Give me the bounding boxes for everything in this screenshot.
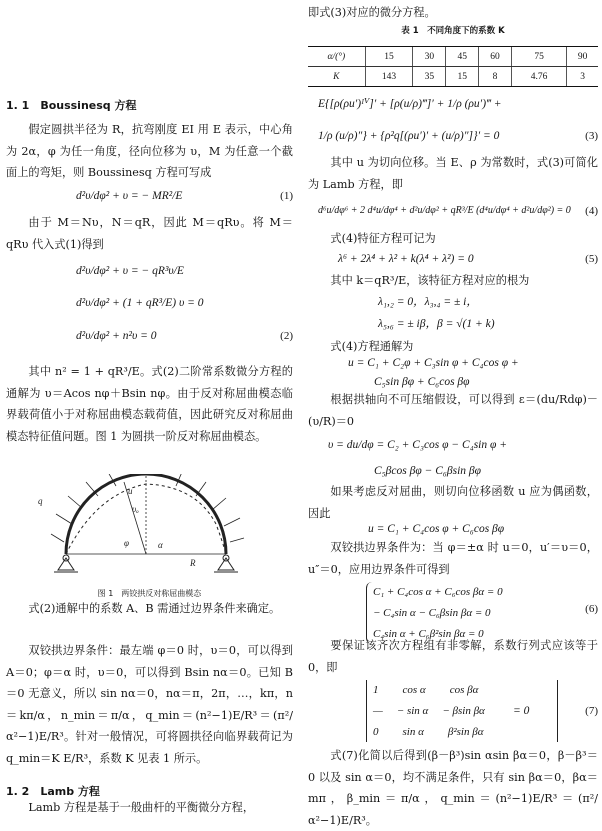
label-u: u (128, 486, 133, 496)
roots-line-1: λ₁,₂ = 0，λ₃,₄ = ± i， (378, 296, 478, 308)
paragraph-lamb-intro: Lamb 方程是基于一般曲杆的平衡微分方程， (28, 801, 255, 814)
table-row-angle: α/(°) 15 30 45 60 75 90 (308, 47, 598, 67)
label-R: R (190, 558, 196, 568)
paragraph-roots: 其中 k＝qR³/E，该特征方程对应的根为 (330, 274, 530, 287)
paragraph-antisymmetric: 如果考虑反对屈曲，则切向位移函数 u 应为偶函数，因此 (308, 485, 598, 520)
general-solution-line-2: C₅sin βφ + C₆cos βφ (374, 376, 470, 388)
equation-2: d²υ/dφ² + n²υ = 0 (2) (76, 330, 293, 342)
label-alpha: α (158, 540, 163, 550)
label-upsilon: υₒ (132, 504, 139, 514)
right-support (214, 555, 238, 572)
buckled-mode-curve (66, 484, 226, 554)
paragraph-determinant: 要保证该齐次方程组有非零解，系数行列式应该等于 0，即 (308, 639, 598, 674)
paragraph-assumptions: 假定圆拱半径为 R，抗弯刚度 EI 用 E 表示，中心角为 2α，φ 为任一角度，径向位移为 υ，M 为任意一个截面上的弯矩，则 Boussinesq 方程可写成 (6, 123, 293, 180)
paragraph-hinged-boundary: 双铰拱边界条件为：当 φ＝±α 时 u＝0，u′＝υ＝0，u″＝0，应用边界条件可得到 (308, 541, 598, 576)
equation-4: d⁶u/dφ⁶ + 2 d⁴u/dφ⁴ + d²u/dφ² + qR³/E (d⁴u/dφ⁴ + d²u/dφ²) = 0 (4) (318, 205, 598, 217)
v-derivation-line-1: υ = du/dφ = C₂ + C₃cos φ − C₄sin φ + (328, 439, 507, 451)
equation-7: = 0 (7) (513, 705, 598, 717)
paragraph-general-solution-u: 式(4)方程通解为 (330, 340, 414, 353)
section-heading-lamb: 1. 2 Lamb 方程 (6, 785, 100, 798)
general-solution-line-1: u = C₁ + C₂φ + C₃sin φ + C₄cos φ + (348, 357, 519, 369)
paragraph-lamb-simplification: 其中 u 为切向位移。当 E、ρ 为常数时，式(3)可简化为 Lamb 方程，即 (308, 156, 598, 191)
equation-6-number: (6) (585, 603, 598, 615)
arch-buckling-figure (6, 474, 293, 594)
left-support (54, 555, 78, 572)
section-heading-boussinesq: 1. 1 Boussinesq 方程 (6, 99, 137, 112)
equation-b: d²υ/dφ² + (1 + qR³/E) υ = 0 (76, 297, 204, 309)
paragraph-coefficients: 式(2)通解中的系数 A、B 需通过边界条件来确定。 (28, 602, 281, 615)
label-q: q (38, 496, 43, 506)
table-header-K: K (308, 67, 365, 87)
equation-3-line-1: E{[ρ(ρu′)ᴵⱽ]′ + [ρ(u/ρ)‴]′ + 1/ρ (ρu′)‴ + (318, 98, 502, 110)
table-header-angle: α/(°) (308, 47, 365, 67)
equation-u-even: u = C₁ + C₄cos φ + C₆cos βφ (368, 523, 505, 535)
paragraph-continuation: 即式(3)对应的微分方程。 (308, 6, 436, 19)
paragraph-general-solution: 其中 n² = 1 + qR³/E。式(2)二阶常系数微分方程的通解为 υ＝Acos nφ＋Bsin nφ。由于反对称屈曲模态临界载荷值小于对称屈曲模态载荷值，因此研究反对称屈曲模态特征值问题。图 1 为圆拱一阶反对称屈曲模态。 (6, 365, 293, 443)
paragraph-simplification: 式(7)化简以后得到(β－β³)sin αsin βα＝0，β－β³＝0 以及 sin α＝0，均不满足条件，只有 sin βα＝0，βα＝mπ，β_min＝π/α，q_min＝(n²−1)E/R³＝(π²/α²−1)E/R³。 (308, 749, 598, 827)
paragraph-boundary-conditions: 双铰拱边界条件：最左端 φ＝0 时，υ＝0，可以得到 A＝0；φ＝α 时，υ＝0，可以得到 Bsin nα＝0。已知 B＝0 无意义，所以 sin nα＝0，nα＝π，2π，…，kπ，n＝kπ/α，n_min＝π/α，q_min＝(n²−1)E/R³＝(π²/α²−1)E/R³。针对一般情况，可将圆拱径向临界载荷记为 q_min＝K E/R³，系数 K 见表 1 所示。 (6, 644, 293, 765)
equation-a: d²υ/dφ² + υ = − qR³υ/E (76, 265, 184, 277)
table-caption: 表 1 不同角度下的系数 K (401, 26, 505, 36)
figure-caption: 图 1 两铰拱反对称屈曲模态 (97, 589, 202, 598)
table-row-K: K 143 35 15 8 4.76 3 (308, 67, 598, 87)
roots-line-2: λ₅,₆ = ± iβ，β = √(1 + k) (378, 318, 495, 330)
equation-system-6: C₁ + C₄cos α + C₆cos βα = 0 − C₄sin α − C₆βsin βα = 0 C₄sin α + C₆β²sin βα = 0 (366, 582, 573, 644)
equation-3-line-2: 1/ρ (u/ρ)″} + {ρ²q[(ρu′)′ + (u/ρ)″]}′ = 0 (3) (318, 130, 598, 142)
label-phi: φ (124, 538, 129, 548)
paragraph-substitution: 由于 M＝Nυ，N＝qR，因此 M＝qRυ。将 M＝qRυ 代入式(1)得到 (6, 216, 293, 251)
v-derivation-line-2: C₅βcos βφ − C₆βsin βφ (374, 465, 481, 477)
paragraph-characteristic: 式(4)特征方程可记为 (330, 232, 436, 245)
equation-5: λ⁶ + 2λ⁴ + λ² + k(λ⁴ + λ²) = 0 (5) (338, 253, 598, 265)
determinant-matrix: 1 cos α cos βα — − sin α − βsin βα 0 sin α β²sin βα (366, 680, 558, 742)
paragraph-incompressibility: 根据拱轴向不可压缩假设，可以得到 ε＝(du/Rdφ)－(υ/R)＝0 (308, 393, 598, 428)
coefficient-table (308, 46, 598, 87)
equation-1: d²υ/dφ² + υ = − MR²/E (1) (76, 190, 293, 202)
